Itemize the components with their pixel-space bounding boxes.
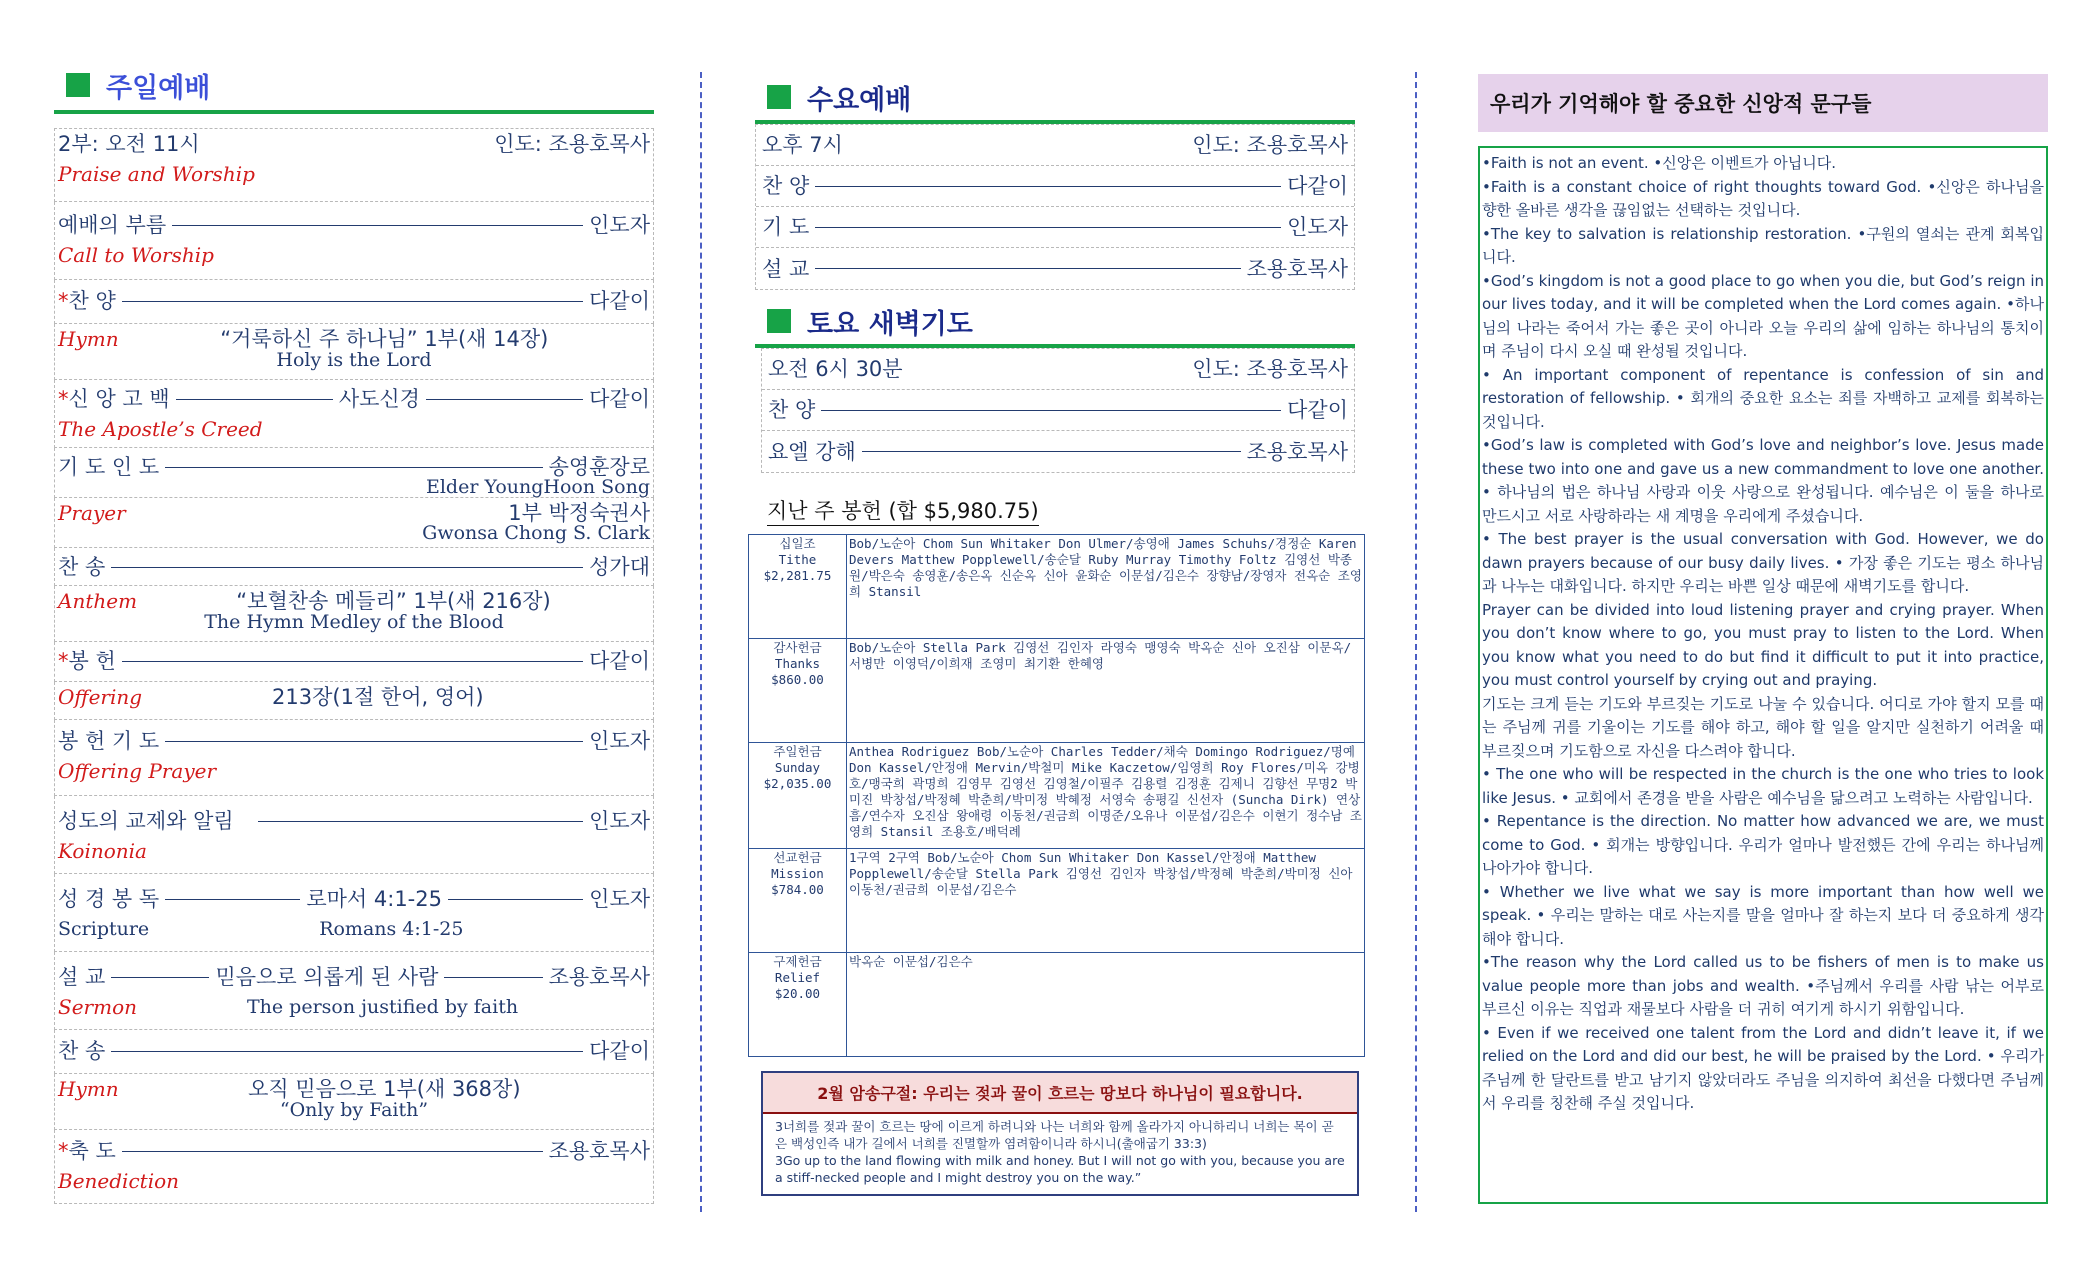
praise-worship-en: Praise and Worship	[58, 162, 255, 186]
item-english: Hymn	[58, 327, 119, 351]
phrase-item: • The best prayer is the usual conversation with God. However, we do dawn prayers because of our busy daily lives. • 가장 좋은 기도는 평소 하나님과 나누는 대화입니다. 하지만 우리는 바쁜 일상 때문에 새벽기도를 합니다.	[1482, 530, 2044, 595]
item-role: 조용호목사	[548, 1139, 650, 1163]
item-english: Sermon	[58, 995, 137, 1019]
offering-names: 1구역 2구역 Bob/노순아 Chom Sun Whitaker Don Kassel/안정애 Matthew Popplewell/송순달 Stella Park 김영선 김인자 박창섭/박정혜 박춘희/박미정 신아 이동천/권금희 이문섭/김은수	[847, 849, 1365, 953]
memory-verse-title: 2월 암송구절: 우리는 젖과 꿀이 흐르는 땅보다 하나님이 필요합니다.	[763, 1073, 1357, 1114]
item-english: Prayer	[58, 501, 126, 525]
item-english: Offering	[58, 685, 143, 709]
item-title: 기 도 인 도	[58, 455, 160, 479]
prayer-leader: 1부 박정숙권사	[508, 501, 650, 525]
order-item	[54, 720, 654, 796]
order-item	[54, 952, 654, 1030]
offering-total-title: 지난 주 봉헌 (합 $5,980.75)	[767, 495, 1039, 526]
closing-hymn: 오직 믿음으로 1부(새 368장)	[248, 1077, 521, 1101]
item-english: Call to Worship	[58, 243, 214, 267]
item-title: 설 교	[762, 256, 810, 281]
offering-amount: $860.00	[771, 672, 824, 687]
memory-verse-box	[761, 1071, 1359, 1196]
item-mid: 로마서 4:1-25	[306, 887, 442, 911]
offering-type-en: Sunday	[774, 760, 821, 775]
offering-names: Bob/노순아 Stella Park 김영선 김인자 라영숙 맹영숙 박옥순 신아 오진삼 이문옥/서병만 이영덕/이희재 조영미 최기환 한혜영	[847, 639, 1365, 743]
closing-hymn-en: “Only by Faith”	[279, 1099, 429, 1121]
table-row	[749, 849, 1365, 953]
order-item	[54, 202, 654, 280]
phrase-item: 기도는 크게 듣는 기도와 부르짖는 기도로 나눌 수 있습니다. 어디로 가야 할지 모를 때는 주님께 귀를 기울이는 기도를 해야 하고, 해야 할 일을 알지만 실천하기 어려울 때 부르짖으며 기도함으로 자신을 다스려야 합니다.	[1482, 694, 2044, 760]
sunday-title: 주일예배	[106, 72, 211, 104]
item-role: 조용호목사	[1246, 439, 1348, 464]
offering-type-en: Tithe	[778, 552, 817, 567]
wednesday-time: 오후 7시	[762, 133, 843, 157]
anthem-title-en: The Hymn Medley of the Blood	[204, 611, 504, 633]
offering-amount: $2,035.00	[763, 776, 832, 791]
item-role: 인도자	[589, 809, 650, 833]
phrase-item: •Faith is a constant choice of right thoughts toward God. •신앙은 하나님을 향한 올바른 생각을 끊임없는 선택하는 것입니다.	[1482, 177, 2044, 219]
item-role: 인도자	[589, 887, 651, 911]
offering-amount: $2,281.75	[763, 568, 832, 583]
service-leader: 인도: 조용호목사	[494, 132, 650, 156]
item-role: 다같이	[589, 387, 650, 411]
table-row	[749, 535, 1365, 639]
service-time-row	[54, 128, 654, 202]
item-title: 찬 양	[762, 174, 810, 198]
item-role: 다같이	[1287, 174, 1348, 198]
elder-name-en: Elder YoungHoon Song	[425, 476, 650, 498]
green-square-icon	[66, 73, 90, 97]
order-item	[54, 586, 654, 642]
sermon-title-en: The person justified by faith	[246, 996, 519, 1018]
offering-type-en: Mission	[771, 866, 824, 881]
item-role: 성가대	[589, 555, 650, 579]
order-item	[54, 874, 654, 952]
order-item	[54, 548, 654, 586]
order-item	[54, 682, 654, 720]
green-rule	[54, 110, 654, 114]
phrase-item: • An important component of repentance is confession of sin and restoration of fellowship. • 회개의 중요한 요소는 죄를 자백하고 교제를 회복하는 것입니다.	[1482, 365, 2044, 431]
phrases-box	[1478, 146, 2048, 1204]
scripture-ref-en: Romans 4:1-25	[319, 918, 464, 940]
saturday-time: 오전 6시 30분	[768, 357, 903, 381]
order-item	[54, 380, 654, 448]
item-title: 기 도	[762, 215, 810, 239]
standing-mark: *	[58, 387, 69, 411]
offering-names: 박옥순 이문섭/김은수	[847, 953, 1365, 1057]
item-mid: 사도신경	[338, 387, 420, 411]
hymn-title: “거룩하신 주 하나님” 1부(새 14장)	[220, 327, 549, 351]
column-divider-left	[700, 72, 702, 1212]
sunday-service-column	[54, 66, 654, 1204]
item-role: 송영훈장로	[548, 455, 650, 479]
offering-type-en: Thanks	[774, 656, 821, 671]
service-time: 2부: 오전 11시	[58, 132, 200, 156]
standing-mark: *	[58, 1139, 69, 1163]
standing-mark: *	[58, 649, 69, 673]
faith-phrases-column	[1478, 74, 2048, 1204]
wednesday-header	[755, 78, 1355, 116]
item-title: 찬 송	[58, 555, 106, 579]
memory-verse-en: 3Go up to the land flowing with milk and honey. But I will not go with you, because you are a stiff-necked people and I might destroy you on the way.”	[775, 1153, 1345, 1185]
column-divider-right	[1415, 72, 1417, 1212]
phrases-title: 우리가 기억해야 할 중요한 신앙적 문구들	[1478, 74, 2048, 132]
phrase-item: •Faith is not an event. •신앙은 이벤트가 아닙니다.	[1482, 154, 1836, 172]
order-of-worship	[54, 128, 654, 1204]
phrase-item: • Repentance is the direction. No matter how advanced we are, we must come to God. • 회개는 방향입니다. 우리가 얼마나 발전했든 간에 우리는 하나님께 나아가야 합니다.	[1482, 812, 2044, 877]
offering-table	[748, 534, 1365, 1057]
order-item	[54, 324, 654, 380]
item-title: 봉 헌 기 도	[58, 729, 160, 753]
phrase-item: Prayer can be divided into loud listening prayer and crying prayer. When you don’t know where to go, you must pray to listen to the Lord. When you know what you need to do but find it difficult to put it into practice, you must control yourself by crying out and praying.	[1482, 600, 2044, 689]
item-title: 찬 송	[58, 1039, 106, 1063]
order-item	[54, 1130, 654, 1204]
phrase-item: •The reason why the Lord called us to be fishers of men is to make us value people more than jobs and wealth. •주님께서 우리를 사람 낚는 어부로 부르신 이유는 직업과 재물보다 사람을 더 귀히 여기게 하시기 위함입니다.	[1482, 953, 2044, 1018]
offering-names: Anthea Rodriguez Bob/노순아 Charles Tedder/채숙 Domingo Rodriguez/명예 Don Kassel/안정애 Mervin/박철미 Mike Kaczetow/임영희 Roy Flores/미옥 강병호/맹국희 곽명희 김영무 김영선 김영철/이필주 김용렬 김정훈 김제니 김향선 무명2 박미진 박창섭/박정혜 박춘희/박미정 박혜정 서영숙 송평길 신선자 (Suncha Dirk) 연상흠/연수자 오진삼 왕애령 이동천/권금희 이명준/오유나 이문섭/김은수 이현기 정수남 조영희 Stansil 조용호/배덕례	[847, 743, 1365, 849]
order-item	[54, 498, 654, 548]
item-title: 봉 헌	[68, 649, 116, 673]
item-title: 요엘 강해	[768, 439, 856, 464]
sunday-header	[54, 66, 654, 104]
item-role: 다같이	[589, 289, 650, 313]
item-role: 인도자	[589, 213, 650, 237]
order-item	[54, 448, 654, 498]
item-title: 신 앙 고 백	[68, 387, 170, 411]
saturday-title: 토요 새벽기도	[807, 308, 973, 340]
item-role: 다같이	[1287, 398, 1348, 422]
sermon-title: 믿음으로 의롭게 된 사람	[215, 965, 439, 989]
table-row	[749, 743, 1365, 849]
offering-type-ko: 십일조	[779, 536, 816, 551]
order-item	[54, 280, 654, 324]
phrase-item: • Even if we received one talent from the Lord and didn’t leave it, if we relied on the Lord and did our best, he will be praised by the Lord. • 우리가 주님께 한 달란트를 받고 남기지 않았더라도 주님을 의지하여 최선을 다했다면 주님께서 우리를 칭찬해 주실 것입니다.	[1482, 1023, 2044, 1112]
item-english: The Apostle’s Creed	[58, 417, 263, 441]
item-role: 인도자	[1287, 215, 1348, 239]
offering-hymn: 213장(1절 한어, 영어)	[272, 685, 484, 709]
table-row	[749, 639, 1365, 743]
offering-type-en: Relief	[774, 970, 821, 985]
offering-names: Bob/노순아 Chom Sun Whitaker Don Ulmer/송영애 James Schuhs/경정순 Karen Devers Matthew Popplewell/송순달 Ruby Murray Timothy Foltz 김영선 박종원/박은숙 송영훈/송은옥 신순옥 신아 윤화순 이문섭/김은수 장향남/장영자 전옥순 조영희 Stansil	[847, 535, 1365, 639]
phrase-item: • Whether we live what we say is more important than how well we speak. • 우리는 말하는 대로 사는지를 말을 얼마나 잘 하는지 보다 더 중요하게 생각해야 합니다.	[1482, 882, 2044, 948]
item-title: 찬 양	[68, 289, 116, 313]
scripture-en: Scripture	[58, 918, 150, 940]
item-title: 설 교	[58, 965, 106, 989]
green-square-icon	[767, 309, 791, 333]
item-title: 성도의 교제와 알림	[58, 809, 234, 833]
offering-type-ko: 선교헌금	[773, 850, 822, 865]
wednesday-title: 수요예배	[807, 84, 912, 116]
phrase-item: •God’s law is completed with God’s love and neighbor’s love. Jesus made these two into one and gave us a new commandment to love one another. • 하나님의 법은 하나님 사랑과 이웃 사랑으로 완성됩니다. 예수님은 이 둘을 하나로 만드시고 서로 사랑하라는 새 계명을 우리에게 주셨습니다.	[1482, 436, 2044, 525]
hymn-title-en: Holy is the Lord	[276, 349, 432, 371]
anthem-title: “보혈찬송 메들리” 1부(새 216장)	[236, 589, 551, 613]
item-english: Anthem	[58, 589, 138, 613]
order-item	[54, 796, 654, 874]
item-title: 찬 양	[768, 398, 816, 422]
wednesday-schedule	[755, 124, 1355, 290]
midweek-column	[755, 78, 1362, 1196]
saturday-header	[755, 302, 1355, 340]
phrase-item: •God’s kingdom is not a good place to go when you die, but God’s reign in our lives today, and it will be completed when the Lord comes again. •하나님의 나라는 죽어서 가는 좋은 곳이 아니라 오늘 우리의 삶에 임하는 하나님의 통치이며 주님이 다시 오실 때 완성될 것입니다.	[1482, 271, 2044, 360]
item-english: Koinonia	[58, 839, 147, 863]
item-role: 다같이	[589, 1039, 650, 1063]
wednesday-leader: 인도: 조용호목사	[1192, 133, 1348, 157]
offering-type-ko: 감사헌금	[773, 640, 822, 655]
offering-type-ko: 구제헌금	[773, 954, 822, 969]
item-title: 축 도	[68, 1139, 116, 1163]
order-item	[54, 642, 654, 682]
prayer-leader-en: Gwonsa Chong S. Clark	[422, 522, 650, 544]
table-row	[749, 953, 1365, 1057]
phrase-item: • The one who will be respected in the church is the one who tries to look like Jesus. • 교회에서 존경을 받을 사람은 예수님을 닮으려고 노력하는 사람입니다.	[1482, 765, 2044, 807]
offering-type-ko: 주일헌금	[773, 744, 822, 759]
item-role: 조용호목사	[548, 965, 651, 989]
item-title: 예배의 부름	[58, 213, 167, 237]
item-role: 다같이	[589, 649, 650, 673]
order-item	[54, 1030, 654, 1074]
item-role: 조용호목사	[1246, 256, 1348, 281]
saturday-schedule	[761, 348, 1355, 473]
order-item	[54, 1074, 654, 1130]
phrase-item: •The key to salvation is relationship restoration. •구원의 열쇠는 관계 회복입니다.	[1482, 224, 2044, 266]
offering-amount: $784.00	[771, 882, 824, 897]
green-square-icon	[767, 85, 791, 109]
standing-mark: *	[58, 289, 69, 313]
item-role: 인도자	[589, 729, 650, 753]
item-title: 성 경 봉 독	[58, 887, 160, 911]
offering-amount: $20.00	[774, 986, 821, 1001]
item-english: Benediction	[58, 1169, 180, 1193]
item-english: Hymn	[58, 1077, 119, 1101]
saturday-leader: 인도: 조용호목사	[1192, 357, 1348, 381]
memory-verse-ko: 3너희를 젖과 꿀이 흐르는 땅에 이르게 하려니와 나는 너희와 함께 올라가지 아니하리니 너희는 목이 곧은 백성인즉 내가 길에서 너희를 진멸할까 염려함이니라 하시니(출애굽기 33:3)	[775, 1119, 1334, 1151]
item-english: Offering Prayer	[58, 759, 217, 783]
